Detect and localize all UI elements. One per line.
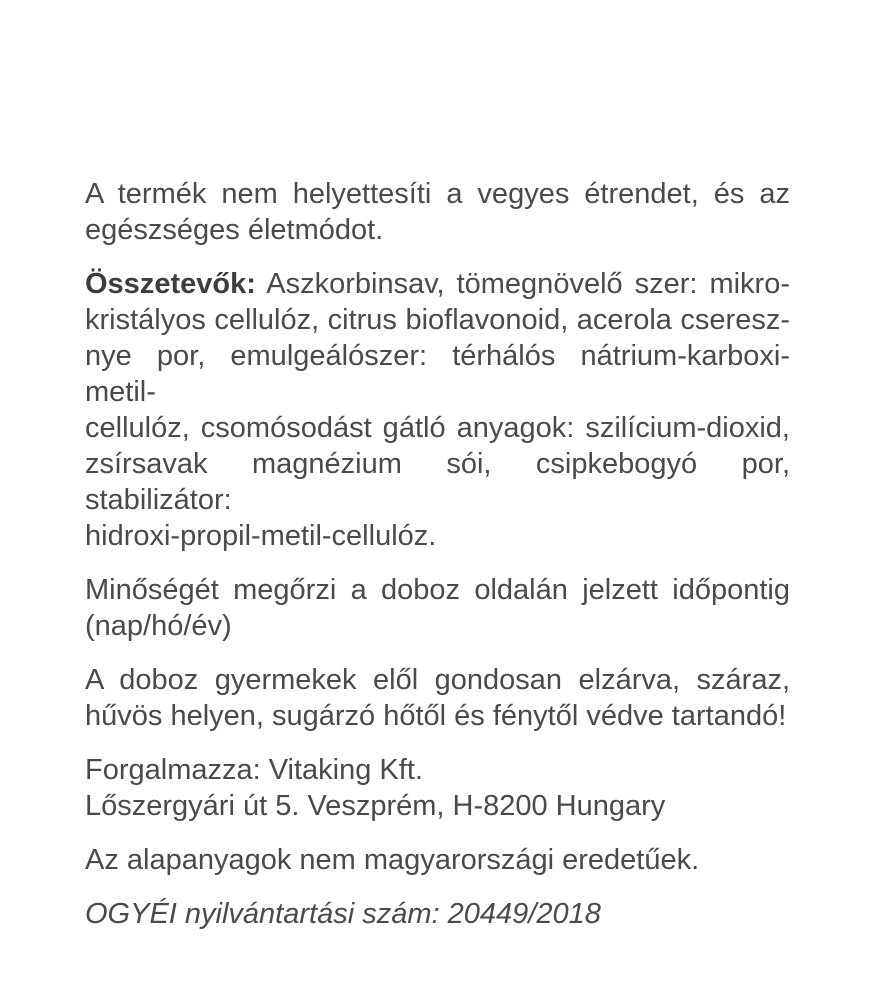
text-line: kristályos cellulóz, citrus bioflavonoid, acerola cseresz- (85, 304, 790, 336)
paragraph-distributor (85, 752, 790, 824)
text-line: hidroxi-propil-metil-cellulóz. (85, 520, 437, 552)
text-line: Minőségét megőrzi a doboz oldalán jelzett időpontig (85, 574, 790, 606)
label-text-body (85, 176, 790, 950)
text-line: A termék nem helyettesíti a vegyes étrendet, és az (85, 178, 790, 210)
paragraph-diet-disclaimer (85, 176, 790, 248)
paragraph-ingredients (85, 266, 790, 554)
paragraph-storage-warning (85, 662, 790, 734)
paragraph-best-before (85, 572, 790, 644)
text-line: A doboz gyermekek elől gondosan elzárva, száraz, (85, 664, 790, 696)
paragraph-origin-note (85, 842, 790, 878)
text-line: Az alapanyagok nem magyarországi eredetűek. (85, 844, 700, 876)
text-line: nye por, emulgeálószer: térhálós nátrium-karboxi-metil- (85, 340, 790, 408)
paragraph-registration-number (85, 896, 790, 932)
ingredients-label: Összetevők: (85, 268, 256, 300)
text-line-rest: Aszkorbinsav, tömegnövelő szer: mikro- (255, 268, 790, 300)
text-line: hűvös helyen, sugárzó hőtől és fénytől védve tartandó! (85, 700, 787, 732)
text-line: zsírsavak magnézium sói, csipkebogyó por, stabilizátor: (85, 448, 790, 516)
text-line (85, 266, 790, 302)
text-line: cellulóz, csomósodást gátló anyagok: szilícium-dioxid, (85, 412, 790, 444)
text-line: egészséges életmódot. (85, 214, 384, 246)
text-line: Lőszergyári út 5. Veszprém, H-8200 Hungary (85, 790, 666, 822)
text-line: OGYÉI nyilvántartási szám: 20449/2018 (85, 898, 601, 930)
text-line: (nap/hó/év) (85, 610, 232, 642)
text-line: Forgalmazza: Vitaking Kft. (85, 754, 423, 786)
